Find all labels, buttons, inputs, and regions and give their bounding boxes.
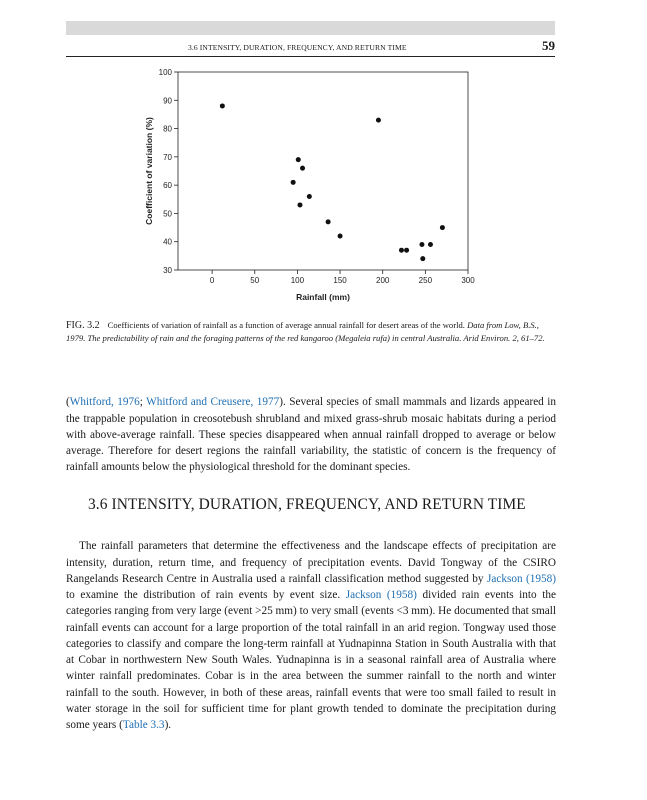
x-tick-label: 50 [250, 276, 260, 285]
y-axis-label: Coefficient of variation (%) [144, 117, 154, 225]
citation-link[interactable]: Jackson (1958) [486, 572, 556, 585]
data-point [291, 180, 296, 185]
data-point [399, 248, 404, 253]
paragraph-1: (Whitford, 1976; Whitford and Creusere, 1977). Several species of small mammals and lizards appeared in the trappable population in creosotebush shrubland and mixed grass-shrub mosaic habitats during a period with above-average rainfall. These species disappeared when annual rainfall dropped to average or below average. Therefore for desert regions the rainfall variability, the statistic of concern is the frequency of rainfall amounts below the physiological threshold for the dominant species. [66, 396, 556, 474]
caption-source: Data from Low, B.S., 1979. The predictability of rain and the foraging patterns of the red kangaroo (Megaleia rufa) in central Australia. Arid Environ. 2, 61–72. [66, 320, 545, 343]
data-point [326, 219, 331, 224]
caption-text: Coefficients of variation of rainfall as a function of average annual rainfall for desert areas of the world. [107, 320, 465, 330]
citation-link[interactable]: Whitford, 1976 [69, 396, 140, 409]
citation-separator: ; [139, 396, 147, 409]
data-point [300, 166, 305, 171]
paragraph-text: divided rain events into the categories ranging from very large (event >25 mm) to very small (events <3 mm). He documented that small rainfall events can account for a large proportion of the total rainfall in an arid region. Tongway used those categories to classify and compare the long-term rainfall at Yudnapinna Station in South Australia with that at Cobar in northwestern New South Wales. Yudnapinna is in a seasonal rainfall area of Australia where winter rainfall predominates. Cobar is in the area between the summer rainfall to the north and winter rainfall to the south. However, in both of these areas, rainfall events that were too small failed to result in water storage in the soil for sufficient time for plant growth tended to dominate the precipitation during some years ( [66, 589, 556, 731]
x-axis-label: Rainfall (mm) [296, 292, 350, 302]
x-tick-label: 0 [209, 276, 215, 285]
page-top-band [66, 21, 555, 35]
y-tick-label: 50 [163, 209, 172, 219]
y-tick-label: 80 [163, 124, 172, 134]
citation-link[interactable]: Jackson (1958) [345, 589, 417, 601]
paragraph-text: ). [164, 719, 172, 731]
table-link[interactable]: Table 3.3 [122, 719, 165, 731]
page-number: 59 [542, 38, 555, 53]
y-tick-label: 40 [163, 237, 172, 247]
running-title: 3.6 INTENSITY, DURATION, FREQUENCY, AND RETURN TIME [188, 43, 407, 52]
data-point [296, 157, 301, 162]
plot-frame [178, 72, 468, 270]
x-tick-label: 100 [290, 276, 305, 285]
data-point [440, 225, 445, 230]
y-tick-label: 60 [163, 181, 172, 191]
x-tick-label: 150 [333, 276, 347, 285]
data-point [428, 242, 433, 247]
x-tick-label: 200 [376, 276, 390, 285]
running-header [66, 38, 555, 57]
data-point [220, 103, 225, 108]
data-point [307, 194, 312, 199]
y-tick-label: 100 [158, 68, 172, 77]
x-tick-label: 250 [418, 276, 433, 285]
figure-label: FIG. 3.2 [66, 320, 100, 331]
citation-link[interactable]: Whitford and Creusere, 1977 [146, 396, 280, 409]
scatter-chart [130, 62, 510, 308]
paragraph-text: The rainfall parameters that determine the effectiveness and the landscape effects of precipitation are intensity, duration, return time, and frequency of precipitation events. David Tongway of the CSIRO Rangelands Research Centre in Australia used a rainfall classification method suggested by [66, 540, 556, 585]
figure-caption [66, 319, 556, 345]
x-tick-label: 300 [461, 276, 475, 285]
data-point [419, 242, 424, 247]
y-tick-label: 30 [163, 266, 172, 275]
paragraph-2 [66, 538, 556, 733]
paragraph-text: ). Several species of small mammals and lizards appeared in the trappable population in creosotebush shrubland and mixed grass-shrub mosaic habitats during a period with above-average rainfall. These species disappeared when annual rainfall dropped to average or below average. Therefore for desert regions the rainfall variability, the statistic of concern is the frequency of rainfall amounts below the physiological threshold for the dominant species. [66, 396, 556, 474]
data-point [338, 234, 343, 239]
section-heading: 3.6 INTENSITY, DURATION, FREQUENCY, AND RETURN TIME [88, 496, 526, 513]
data-point [297, 202, 302, 207]
data-point [404, 248, 409, 253]
y-tick-label: 70 [163, 152, 172, 162]
y-tick-label: 90 [163, 96, 172, 106]
data-point [420, 256, 425, 261]
paragraph-text: to examine the distribution of rain events by event size. [66, 589, 346, 601]
data-point [376, 118, 381, 123]
